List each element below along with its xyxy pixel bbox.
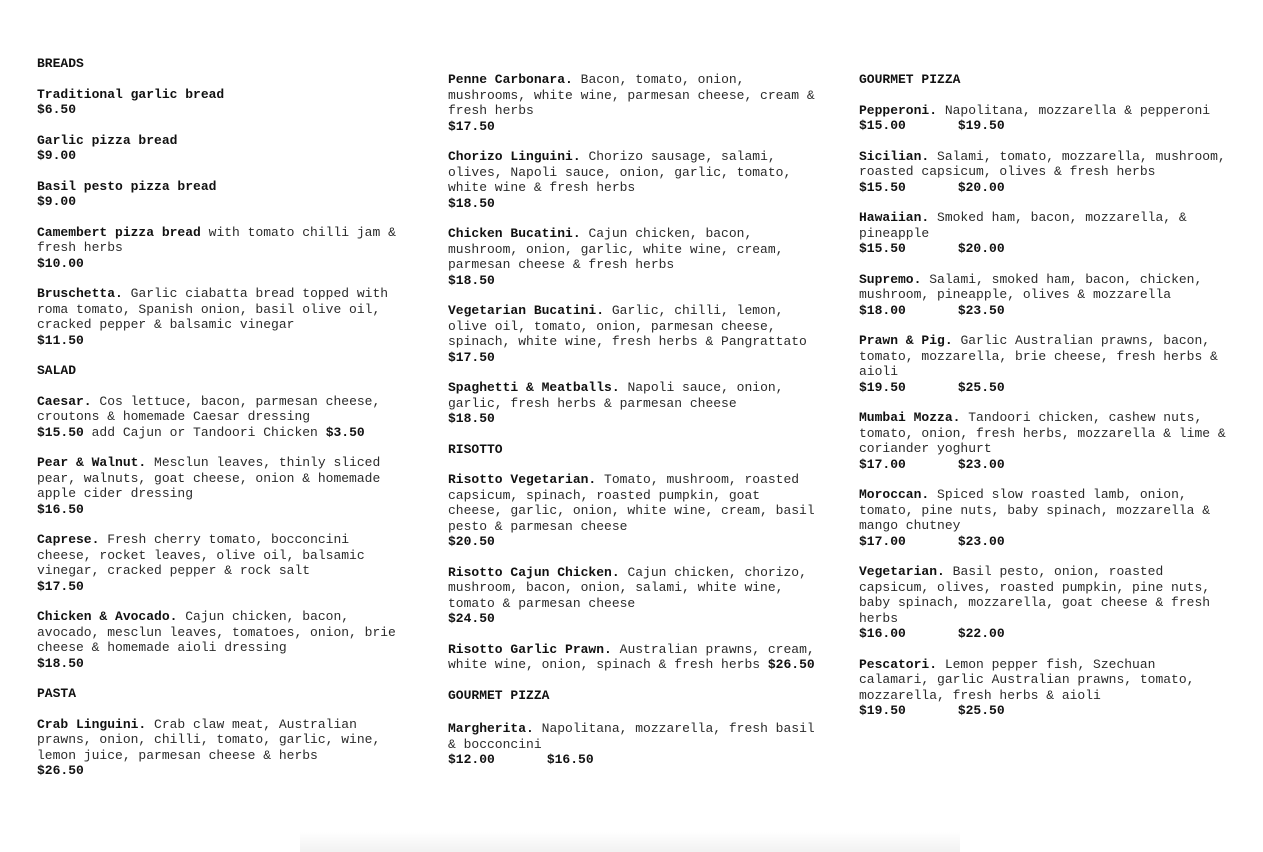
item-extra-text: add Cajun or Tandoori Chicken xyxy=(91,424,318,440)
item-name: Penne Carbonara. xyxy=(448,72,573,87)
section-title-breads: BREADS xyxy=(37,56,84,71)
item-name: Supremo. xyxy=(859,271,922,287)
menu-column-2 xyxy=(448,72,818,783)
menu-item xyxy=(448,226,818,288)
item-description: with tomato chilli jam & fresh herbs xyxy=(37,224,396,255)
menu-item xyxy=(859,410,1229,472)
item-price: $17.50 xyxy=(448,349,495,365)
item-name: Chorizo Linguini. xyxy=(448,149,581,164)
item-description: Salami, smoked ham, bacon, chicken, mushroom, pineapple, olives & mozzarella xyxy=(859,271,1203,302)
menu-item xyxy=(37,532,407,594)
item-description: Basil pesto, onion, roasted capsicum, olives, roasted pumpkin, pine nuts, baby spinach, mozzarella, goat cheese & fresh herbs xyxy=(859,564,1211,626)
item-description: Tomato, mushroom, roasted capsicum, spinach, roasted pumpkin, goat cheese, garlic, onion, white wine, cream, basil pesto & parmesan cheese xyxy=(448,472,815,534)
item-price-large: $23.00 xyxy=(957,456,1005,472)
section-title-pasta: PASTA xyxy=(37,686,77,701)
menu-item xyxy=(37,179,407,210)
page-shadow xyxy=(300,832,960,852)
menu-item xyxy=(37,609,407,671)
item-description: Cajun chicken, bacon, avocado, mesclun leaves, tomatoes, onion, brie cheese & homemade aioli dressing xyxy=(37,609,396,655)
item-name: Margherita. xyxy=(448,721,534,736)
item-price: $6.50 xyxy=(37,102,77,117)
menu-item xyxy=(37,87,407,118)
menu-item xyxy=(859,272,1229,319)
item-name: Basil pesto pizza bread xyxy=(37,178,217,194)
item-price: $16.50 xyxy=(37,501,84,517)
menu-item xyxy=(448,72,818,134)
item-price-regular: $16.00 xyxy=(859,626,906,641)
item-price-large: $19.50 xyxy=(957,118,1005,133)
menu-item xyxy=(859,657,1229,719)
section-title-gourmet-pizza: GOURMET PIZZA xyxy=(859,72,961,87)
item-name: Vegetarian Bucatini. xyxy=(448,303,605,318)
menu-item xyxy=(448,642,818,673)
item-price: $10.00 xyxy=(37,255,84,271)
item-price-large: $23.00 xyxy=(957,533,1005,549)
item-price-regular: $15.00 xyxy=(859,118,906,133)
item-description: Napolitana, mozzarella & pepperoni xyxy=(944,102,1211,118)
item-name: Prawn & Pig. xyxy=(859,333,953,348)
item-description: Mesclun leaves, thinly sliced pear, walnuts, goat cheese, onion & homemade apple cider dressing xyxy=(37,455,381,501)
item-name: Vegetarian. xyxy=(859,564,945,579)
item-price-regular: $12.00 xyxy=(448,752,495,767)
item-name: Pear & Walnut. xyxy=(37,455,147,470)
item-description: Cajun chicken, chorizo, mushroom, bacon, onion, salami, white wine, tomato & parmesan cheese xyxy=(448,564,807,611)
item-name: Mumbai Mozza. xyxy=(859,410,961,425)
menu-column-3 xyxy=(859,72,1229,734)
item-price: $11.50 xyxy=(37,332,84,348)
menu-item xyxy=(448,565,818,627)
item-description: Tandoori chicken, cashew nuts, tomato, onion, fresh herbs, mozzarella & lime & coriander yoghurt xyxy=(859,410,1226,456)
item-price-large: $23.50 xyxy=(957,302,1005,318)
menu-item xyxy=(859,103,1229,134)
item-name: Traditional garlic bread xyxy=(37,86,225,102)
item-price-large: $20.00 xyxy=(957,241,1005,256)
section-title-gourmet-pizza: GOURMET PIZZA xyxy=(448,687,550,703)
item-price: $9.00 xyxy=(37,148,77,163)
section-title-salad: SALAD xyxy=(37,363,77,378)
item-price-large: $22.00 xyxy=(957,626,1005,641)
item-name: Camembert pizza bread xyxy=(37,224,201,240)
menu-item xyxy=(37,286,407,348)
menu-column-1 xyxy=(37,56,407,794)
item-description: Napolitana, mozzarella, fresh basil & bocconcini xyxy=(448,721,815,752)
menu-item xyxy=(448,380,818,427)
item-price: $9.00 xyxy=(37,194,77,209)
menu-item xyxy=(859,333,1229,395)
item-description: Garlic, chilli, lemon, olive oil, tomato, onion, parmesan cheese, spinach, white wine, fresh herbs & Pangrattato xyxy=(448,303,807,349)
item-name: Chicken & Avocado. xyxy=(37,609,178,624)
item-name: Caprese. xyxy=(37,532,100,547)
menu-item xyxy=(448,149,818,211)
menu-item xyxy=(448,303,818,365)
item-price-large: $20.00 xyxy=(957,179,1005,195)
item-description: Cajun chicken, bacon, mushroom, onion, garlic, white wine, cream, parmesan cheese & fresh herbs xyxy=(448,226,784,272)
item-description: Salami, tomato, mozzarella, mushroom, roasted capsicum, olives & fresh herbs xyxy=(859,148,1226,179)
item-price-large: $25.50 xyxy=(957,379,1005,395)
item-description: Fresh cherry tomato, bocconcini cheese, rocket leaves, olive oil, balsamic vinegar, cracked pepper & rock salt xyxy=(37,532,365,578)
item-name: Pescatori. xyxy=(859,656,938,672)
item-price: $17.50 xyxy=(448,118,495,134)
item-name: Pepperoni. xyxy=(859,102,938,118)
item-extra-price: $3.50 xyxy=(325,424,365,440)
item-price: $15.50 xyxy=(37,424,84,440)
section-title-risotto: RISOTTO xyxy=(448,441,503,457)
item-description: Australian prawns, cream, white wine, onion, spinach & fresh herbs xyxy=(448,641,815,672)
item-description: Smoked ham, bacon, mozzarella, & pineapple xyxy=(859,210,1187,241)
item-description: Bacon, tomato, onion, mushrooms, white wine, parmesan cheese, cream & fresh herbs xyxy=(448,72,815,118)
menu-item xyxy=(37,394,407,441)
menu-item xyxy=(37,455,407,517)
item-price-regular: $18.00 xyxy=(859,302,906,318)
item-name: Spaghetti & Meatballs. xyxy=(448,380,620,395)
item-name: Hawaiian. xyxy=(859,210,930,225)
item-name: Bruschetta. xyxy=(37,286,123,301)
item-price-large: $25.50 xyxy=(957,703,1005,718)
item-price: $18.50 xyxy=(448,272,495,288)
item-name: Sicilian. xyxy=(859,148,930,164)
item-price: $17.50 xyxy=(37,578,84,594)
menu-item xyxy=(448,721,818,768)
item-price-regular: $19.50 xyxy=(859,703,906,718)
item-price: $18.50 xyxy=(448,195,495,211)
item-price: $20.50 xyxy=(448,534,495,549)
item-price-regular: $19.50 xyxy=(859,379,906,395)
item-description: Chorizo sausage, salami, olives, Napoli sauce, onion, garlic, tomato, white wine & fresh herbs xyxy=(448,149,792,195)
menu-item xyxy=(37,717,407,779)
item-price: $18.50 xyxy=(448,411,495,426)
item-name: Risotto Garlic Prawn. xyxy=(448,641,612,657)
menu-item xyxy=(859,487,1229,549)
item-price: $18.50 xyxy=(37,655,84,671)
item-name: Risotto Cajun Chicken. xyxy=(448,564,620,580)
menu-item xyxy=(37,225,407,272)
item-name: Caesar. xyxy=(37,393,92,409)
item-description: Lemon pepper fish, Szechuan calamari, garlic Australian prawns, tomato, mozzarella, fresh herbs & aioli xyxy=(859,656,1195,703)
item-price: $26.50 xyxy=(767,657,815,672)
item-description: Napoli sauce, onion, garlic, fresh herbs & parmesan cheese xyxy=(448,380,784,411)
item-price: $26.50 xyxy=(37,763,84,778)
item-name: Risotto Vegetarian. xyxy=(448,472,597,487)
item-description: Cos lettuce, bacon, parmesan cheese, croutons & homemade Caesar dressing xyxy=(37,393,381,424)
item-description: Crab claw meat, Australian prawns, onion, chilli, tomato, garlic, wine, lemon juice, parmesan cheese & herbs xyxy=(37,716,381,763)
item-price-regular: $15.50 xyxy=(859,179,906,195)
menu-item xyxy=(448,472,818,550)
menu-item xyxy=(37,133,407,164)
item-price: $24.50 xyxy=(448,611,495,626)
item-name: Crab Linguini. xyxy=(37,716,147,732)
item-price-large: $16.50 xyxy=(546,752,594,767)
menu-item xyxy=(859,564,1229,642)
item-name: Moroccan. xyxy=(859,487,930,502)
item-price-regular: $17.00 xyxy=(859,533,906,549)
menu-item xyxy=(859,210,1229,257)
item-name: Chicken Bucatini. xyxy=(448,226,581,241)
item-description: Garlic Australian prawns, bacon, tomato, mozzarella, brie cheese, fresh herbs & aioli xyxy=(859,333,1218,379)
menu-item xyxy=(859,149,1229,196)
item-price-regular: $15.50 xyxy=(859,241,906,256)
item-description: Spiced slow roasted lamb, onion, tomato, pine nuts, baby spinach, mozzarella & mango chutney xyxy=(859,487,1211,533)
item-name: Garlic pizza bread xyxy=(37,132,178,148)
item-description: Garlic ciabatta bread topped with roma tomato, Spanish onion, basil olive oil, cracked pepper & balsamic vinegar xyxy=(37,286,389,332)
item-price-regular: $17.00 xyxy=(859,456,906,472)
